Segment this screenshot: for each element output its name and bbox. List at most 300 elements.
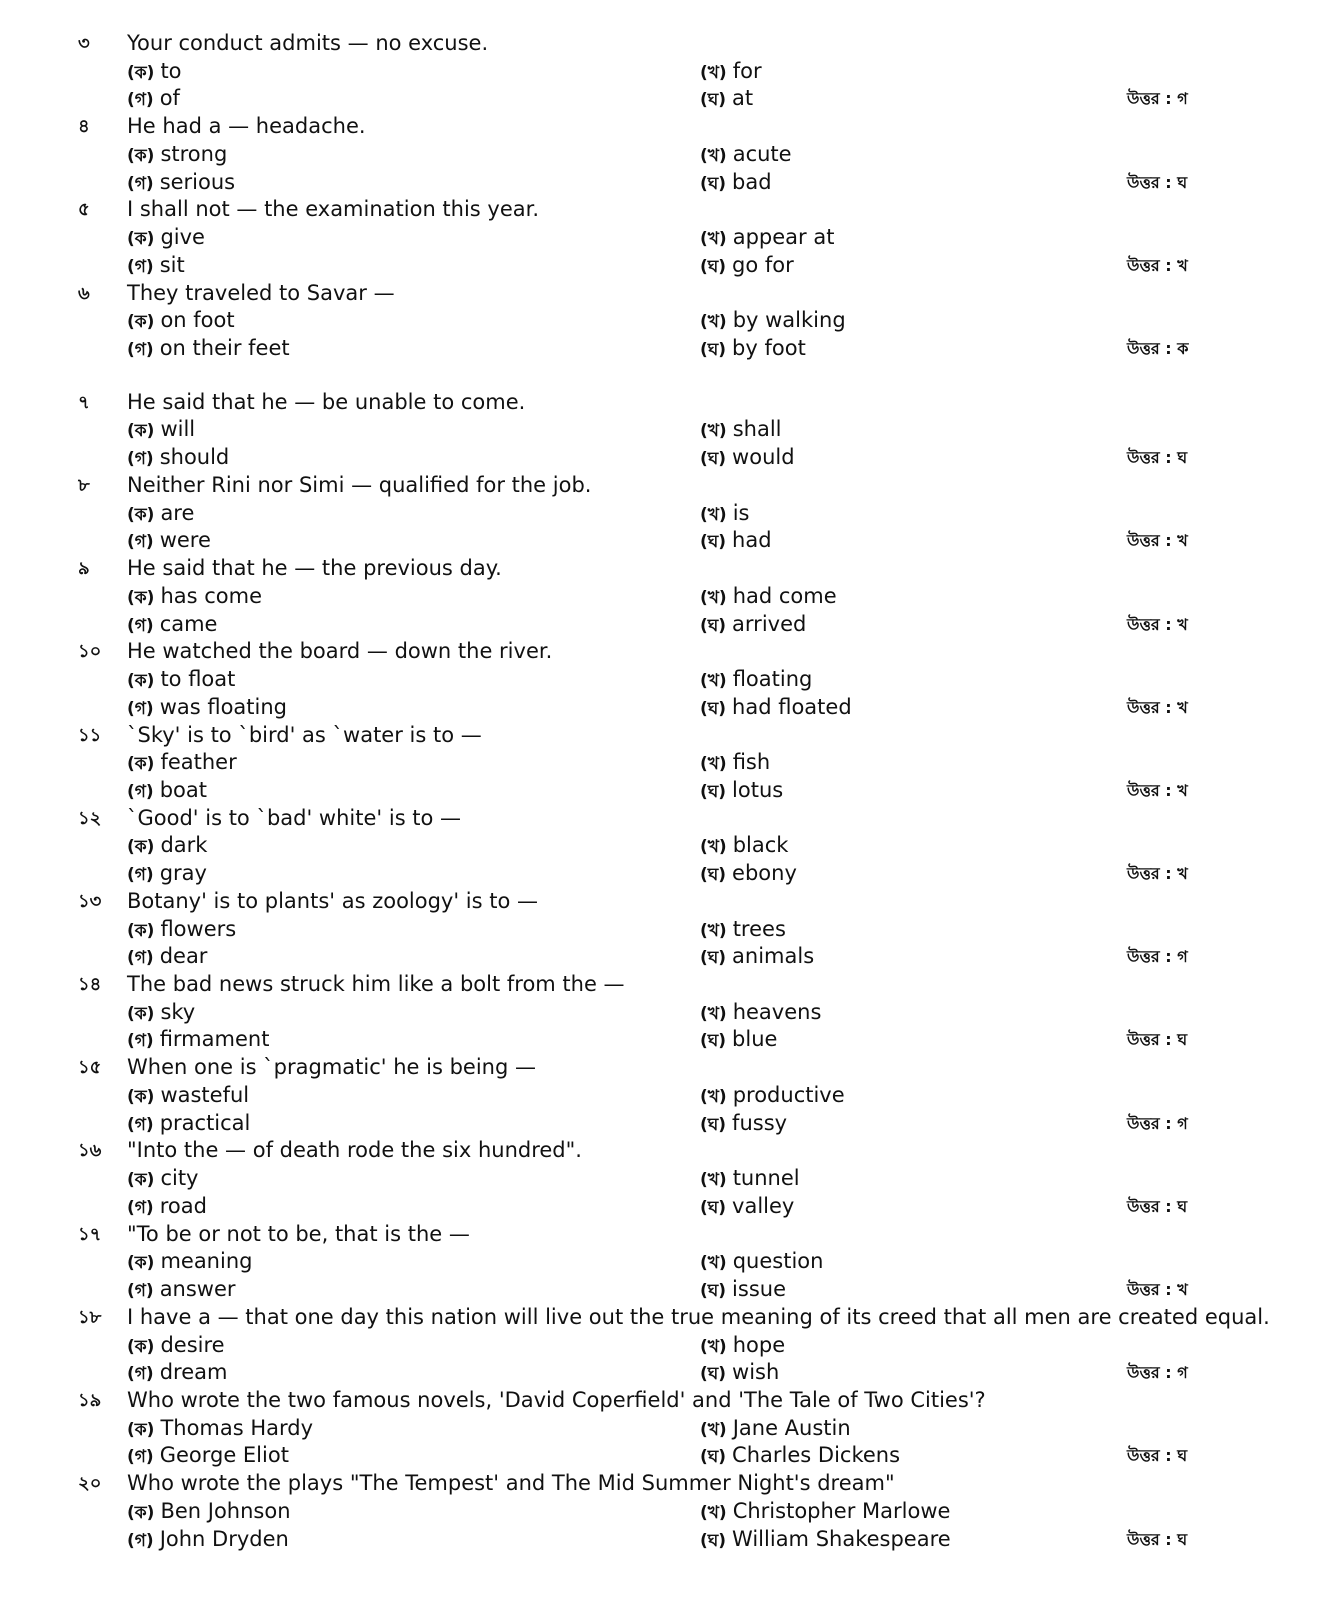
question-text: Who wrote the two famous novels, 'David Coperfield' and 'The Tale of Two Cities'? (127, 1388, 986, 1412)
question-line (0, 389, 1330, 417)
answer-value: ঘ (1177, 1196, 1188, 1216)
option-marker-ga: (গ) (127, 865, 154, 886)
option-gha (700, 860, 797, 890)
option-gha (700, 1359, 779, 1389)
option-marker-kha: (খ) (700, 920, 727, 941)
option-text-ga: answer (159, 1277, 236, 1302)
option-text-kha: hope (732, 1332, 786, 1357)
option-text-kha: is (732, 500, 750, 525)
options-row-1 (0, 58, 1330, 86)
options-row-2 (0, 169, 1330, 197)
question-block (0, 1054, 1330, 1137)
options-row-1 (0, 666, 1330, 694)
option-text-ka: sky (160, 999, 196, 1024)
option-ga (127, 943, 207, 973)
option-marker-gha: (ঘ) (700, 865, 727, 886)
answer-prefix: উত্তর : (1127, 1446, 1178, 1466)
option-ka (127, 1498, 291, 1528)
answer-value: খ (1177, 697, 1188, 717)
option-ka (127, 1248, 252, 1278)
option-text-kha: black (732, 833, 789, 858)
option-text-ka: are (160, 500, 195, 525)
options-row-2 (0, 1526, 1330, 1554)
option-marker-ga: (গ) (127, 173, 154, 194)
options-row-2 (0, 1359, 1330, 1387)
option-ga (127, 85, 180, 115)
question-text: `Sky' is to `bird' as `water is to — (127, 722, 482, 747)
answer-label (1127, 527, 1188, 555)
option-kha (700, 999, 821, 1029)
answer-prefix: উত্তর : (1127, 697, 1178, 717)
option-ga (127, 777, 207, 807)
answer-value: গ (1177, 89, 1188, 109)
option-gha (700, 943, 814, 973)
answer-label (1127, 1359, 1188, 1387)
options-row-2 (0, 444, 1330, 472)
answer-prefix: উত্তর : (1127, 89, 1178, 109)
options-row-2 (0, 85, 1330, 113)
answer-label (1127, 1276, 1188, 1304)
options-row-1 (0, 1082, 1330, 1110)
answer-value: ঘ (1177, 172, 1188, 192)
option-ga (127, 1526, 289, 1556)
option-text-ka: Ben Johnson (160, 1498, 291, 1523)
option-ga (127, 444, 229, 474)
option-marker-kha: (খ) (700, 145, 727, 166)
option-marker-ka: (ক) (127, 587, 155, 608)
option-gha (700, 169, 772, 199)
option-text-ga: should (159, 445, 230, 470)
option-ga (127, 169, 235, 199)
option-marker-ka: (ক) (127, 1502, 155, 1523)
options-row-1 (0, 999, 1330, 1027)
option-ga (127, 611, 217, 641)
options-row-2 (0, 1026, 1330, 1054)
option-text-ka: wasteful (160, 1082, 250, 1107)
option-kha (700, 307, 846, 337)
option-marker-ka: (ক) (127, 1003, 155, 1024)
option-text-ka: meaning (160, 1249, 253, 1274)
options-row-1 (0, 1165, 1330, 1193)
options-row-2 (0, 335, 1330, 363)
option-text-ka: to (160, 58, 182, 83)
question-number: ১৬ (78, 1140, 102, 1162)
question-text: I have a — that one day this nation will live out the true meaning of its creed that all men are created equal. (127, 1304, 1270, 1329)
option-marker-ga: (গ) (127, 90, 154, 111)
answer-prefix: উত্তর : (1127, 1363, 1178, 1383)
option-text-ka: city (160, 1166, 199, 1191)
option-marker-ka: (ক) (127, 920, 155, 941)
option-text-ga: on their feet (159, 335, 290, 360)
option-text-kha: tunnel (732, 1166, 800, 1191)
option-text-ga: dear (159, 944, 208, 969)
question-number: ১৯ (78, 1390, 102, 1411)
question-line (0, 1221, 1330, 1249)
question-text: "To be or not to be, that is the — (127, 1221, 470, 1246)
option-marker-ka: (ক) (127, 1336, 155, 1357)
option-ka (127, 583, 262, 613)
option-text-ga: John Dryden (159, 1526, 289, 1551)
question-block (0, 1387, 1330, 1470)
option-marker-gha: (ঘ) (700, 449, 727, 470)
option-ka (127, 832, 207, 862)
question-line (0, 1137, 1330, 1165)
question-line (0, 722, 1330, 750)
option-gha (700, 444, 795, 474)
option-marker-gha: (ঘ) (700, 1197, 727, 1218)
option-text-gha: Charles Dickens (732, 1443, 901, 1468)
option-text-gha: would (732, 445, 795, 470)
option-marker-ga: (গ) (127, 1530, 154, 1551)
option-marker-ka: (ক) (127, 837, 155, 858)
option-text-gha: valley (732, 1193, 795, 1218)
answer-prefix: উত্তর : (1127, 338, 1178, 358)
option-text-ga: road (159, 1193, 207, 1218)
option-marker-ka: (ক) (127, 504, 155, 525)
option-text-kha: floating (732, 667, 813, 691)
option-text-ka: to float (160, 667, 236, 691)
question-block (0, 30, 1330, 113)
option-text-ka: feather (160, 750, 237, 775)
option-marker-gha: (ঘ) (700, 339, 727, 360)
option-text-kha: heavens (732, 999, 822, 1024)
question-number: ৭ (78, 391, 90, 413)
answer-label (1127, 1526, 1187, 1554)
option-text-ga: were (159, 528, 211, 553)
question-line (0, 888, 1330, 916)
option-marker-ka: (ক) (127, 1253, 155, 1274)
option-text-ka: dark (160, 833, 208, 858)
question-text: Who wrote the plays "The Tempest' and The Mid Summer Night's dream" (127, 1471, 895, 1496)
answer-label (1127, 1193, 1187, 1221)
options-row-1 (0, 1498, 1330, 1526)
option-ga (127, 694, 287, 724)
option-gha (700, 1193, 794, 1223)
answer-value: গ (1177, 947, 1188, 967)
option-marker-gha: (ঘ) (700, 948, 727, 969)
option-gha (700, 335, 806, 365)
answer-value: খ (1177, 531, 1188, 551)
answer-label (1127, 444, 1187, 472)
option-ka (127, 749, 237, 779)
question-line (0, 1470, 1330, 1498)
option-ga (127, 1359, 227, 1389)
question-text: I shall not — the examination this year. (127, 197, 540, 222)
option-text-gha: animals (732, 944, 815, 969)
question-block (0, 722, 1330, 805)
option-gha (700, 777, 783, 807)
option-text-ka: strong (160, 141, 228, 166)
answer-value: ঘ (1177, 448, 1188, 468)
question-text: He watched the board — down the river. (127, 639, 553, 664)
option-marker-gha: (ঘ) (700, 173, 727, 194)
option-ka (127, 1082, 249, 1112)
options-row-2 (0, 860, 1330, 888)
question-block (0, 1304, 1330, 1387)
option-marker-ka: (ক) (127, 229, 155, 250)
option-ka (127, 666, 235, 696)
options-row-1 (0, 1248, 1330, 1276)
option-text-gha: at (732, 86, 754, 111)
question-number: ১০ (78, 641, 102, 663)
question-line (0, 280, 1330, 308)
option-ga (127, 1442, 289, 1472)
option-ka (127, 1165, 198, 1195)
option-kha (700, 58, 762, 88)
option-marker-ka: (ক) (127, 421, 155, 442)
options-row-1 (0, 749, 1330, 777)
option-marker-ga: (গ) (127, 1281, 154, 1302)
answer-value: খ (1177, 1280, 1188, 1300)
option-gha (700, 85, 753, 115)
question-text: When one is `pragmatic' he is being — (127, 1055, 536, 1080)
option-gha (700, 1026, 777, 1056)
question-line (0, 971, 1330, 999)
options-row-1 (0, 832, 1330, 860)
option-marker-kha: (খ) (700, 837, 727, 858)
options-row-2 (0, 611, 1330, 639)
option-marker-ka: (ক) (127, 1170, 155, 1191)
option-text-ga: came (159, 611, 218, 636)
option-gha (700, 1442, 900, 1472)
option-marker-gha: (ঘ) (700, 781, 727, 802)
option-marker-ga: (গ) (127, 948, 154, 969)
option-gha (700, 694, 852, 724)
answer-label (1127, 252, 1188, 280)
option-marker-kha: (খ) (700, 1086, 727, 1107)
option-text-ga: gray (159, 861, 207, 886)
option-kha (700, 141, 792, 171)
option-text-kha: appear at (732, 225, 835, 250)
option-marker-kha: (খ) (700, 1336, 727, 1357)
answer-value: ক (1177, 338, 1189, 358)
option-text-gha: had (732, 528, 772, 553)
option-marker-ga: (গ) (127, 532, 154, 553)
option-kha (700, 1415, 851, 1445)
option-marker-kha: (খ) (700, 1502, 727, 1523)
option-ka (127, 1332, 225, 1362)
question-number: ৬ (78, 282, 90, 304)
option-gha (700, 1110, 787, 1140)
option-text-kha: shall (732, 417, 782, 442)
question-block (0, 1470, 1330, 1553)
answer-label (1127, 85, 1188, 113)
option-kha (700, 224, 834, 254)
answer-prefix: উত্তর : (1127, 1280, 1178, 1300)
option-marker-ga: (গ) (127, 449, 154, 470)
option-text-kha: had come (732, 583, 837, 608)
option-text-kha: productive (732, 1082, 845, 1107)
question-text: They traveled to Savar — (127, 280, 395, 305)
options-row-2 (0, 1110, 1330, 1138)
option-marker-kha: (খ) (700, 421, 727, 442)
option-ka (127, 416, 195, 446)
option-kha (700, 1165, 800, 1195)
question-line (0, 113, 1330, 141)
answer-label (1127, 611, 1188, 639)
options-row-2 (0, 1193, 1330, 1221)
answer-label (1127, 169, 1187, 197)
option-kha (700, 666, 812, 696)
option-marker-kha: (খ) (700, 671, 727, 691)
options-row-1 (0, 583, 1330, 611)
option-text-kha: for (732, 58, 762, 83)
option-kha (700, 749, 770, 779)
option-text-gha: fussy (732, 1110, 788, 1135)
answer-prefix: উত্তর : (1127, 172, 1178, 192)
question-line (0, 555, 1330, 583)
question-number: ১৫ (78, 1057, 102, 1079)
option-text-gha: blue (732, 1027, 778, 1052)
option-marker-ka: (ক) (127, 145, 155, 166)
question-text: He said that he — the previous day. (127, 556, 502, 581)
answer-prefix: উত্তর : (1127, 614, 1178, 634)
question-block (0, 888, 1330, 971)
option-text-ga: dream (159, 1360, 228, 1385)
question-text: Botany' is to plants' as zoology' is to — (127, 888, 539, 913)
option-text-kha: trees (732, 916, 786, 941)
option-text-gha: go for (732, 252, 794, 277)
option-text-ka: has come (160, 583, 263, 608)
question-number: ১১ (78, 724, 102, 746)
option-marker-ga: (গ) (127, 1364, 154, 1385)
question-number: ৫ (78, 199, 90, 221)
question-block (0, 280, 1330, 363)
answer-value: গ (1177, 1363, 1188, 1383)
answer-prefix: উত্তর : (1127, 531, 1178, 551)
question-text: "Into the — of death rode the six hundred". (127, 1138, 582, 1163)
answer-label (1127, 943, 1188, 971)
option-marker-kha: (খ) (700, 1419, 727, 1440)
option-kha (700, 583, 837, 613)
options-row-1 (0, 224, 1330, 252)
option-text-kha: question (732, 1249, 824, 1274)
option-marker-ka: (ক) (127, 312, 155, 333)
answer-value: ঘ (1177, 1446, 1188, 1466)
option-gha (700, 1276, 786, 1306)
option-text-kha: by walking (732, 308, 846, 333)
option-ga (127, 335, 290, 365)
option-marker-gha: (ঘ) (700, 1530, 727, 1551)
question-line (0, 1304, 1330, 1332)
question-line (0, 196, 1330, 224)
options-row-2 (0, 694, 1330, 722)
option-ga (127, 252, 185, 282)
question-number: ১৪ (78, 974, 102, 996)
option-marker-gha: (ঘ) (700, 256, 727, 277)
answer-prefix: উত্তর : (1127, 448, 1178, 468)
option-marker-ga: (গ) (127, 781, 154, 802)
option-text-ga: was floating (159, 694, 287, 719)
answer-value: গ (1177, 1113, 1188, 1133)
option-text-ka: will (160, 417, 196, 442)
option-marker-kha: (খ) (700, 312, 727, 333)
option-marker-gha: (ঘ) (700, 1031, 727, 1052)
option-text-ka: on foot (160, 308, 235, 333)
answer-prefix: উত্তর : (1127, 780, 1178, 800)
option-text-gha: by foot (732, 335, 806, 360)
option-text-ga: practical (159, 1110, 251, 1135)
option-marker-ga: (গ) (127, 1447, 154, 1468)
option-marker-ka: (ক) (127, 62, 155, 83)
option-marker-gha: (ঘ) (700, 1114, 727, 1135)
option-gha (700, 611, 806, 641)
answer-prefix: উত্তর : (1127, 1030, 1178, 1050)
options-row-2 (0, 943, 1330, 971)
options-row-1 (0, 141, 1330, 169)
option-text-ga: George Eliot (159, 1443, 289, 1468)
question-number: ১৩ (78, 890, 102, 912)
option-marker-gha: (ঘ) (700, 698, 727, 719)
option-marker-kha: (খ) (700, 587, 727, 608)
answer-prefix: উত্তর : (1127, 1196, 1178, 1216)
option-text-gha: lotus (732, 777, 784, 802)
answer-label (1127, 1442, 1187, 1470)
question-number: ৯ (78, 558, 90, 580)
answer-prefix: উত্তর : (1127, 255, 1178, 275)
question-number: ১৮ (78, 1306, 102, 1328)
question-block (0, 1221, 1330, 1304)
question-line (0, 472, 1330, 500)
option-text-gha: William Shakespeare (732, 1526, 951, 1551)
question-block (0, 1137, 1330, 1220)
question-block (0, 971, 1330, 1054)
question-text: The bad news struck him like a bolt from the — (127, 972, 625, 997)
option-gha (700, 1526, 951, 1556)
option-text-ga: of (159, 86, 180, 111)
options-row-1 (0, 1332, 1330, 1360)
answer-label (1127, 335, 1188, 363)
answer-prefix: উত্তর : (1127, 1113, 1178, 1133)
option-marker-ga: (গ) (127, 1114, 154, 1135)
option-text-kha: Christopher Marlowe (732, 1498, 951, 1523)
options-row-1 (0, 416, 1330, 444)
option-text-ka: flowers (160, 916, 237, 941)
options-row-1 (0, 307, 1330, 335)
options-row-2 (0, 1276, 1330, 1304)
option-marker-kha: (খ) (700, 504, 727, 525)
option-ka (127, 999, 195, 1029)
option-ga (127, 860, 207, 890)
option-ga (127, 1110, 250, 1140)
option-ga (127, 1026, 269, 1056)
answer-prefix: উত্তর : (1127, 947, 1178, 967)
option-text-gha: issue (732, 1277, 786, 1302)
option-marker-kha: (খ) (700, 229, 727, 250)
question-text: He had a — headache. (127, 114, 366, 139)
option-kha (700, 832, 788, 862)
option-text-gha: bad (732, 169, 772, 194)
option-marker-ga: (গ) (127, 1031, 154, 1052)
options-row-2 (0, 1442, 1330, 1470)
options-row-2 (0, 252, 1330, 280)
option-ga (127, 1276, 236, 1306)
option-marker-gha: (ঘ) (700, 532, 727, 553)
option-kha (700, 916, 786, 946)
question-line (0, 1054, 1330, 1082)
question-number: ১৭ (78, 1223, 102, 1245)
option-kha (700, 1332, 785, 1362)
option-ka (127, 307, 235, 337)
question-line (0, 805, 1330, 833)
answer-value: ঘ (1177, 1030, 1188, 1050)
option-marker-kha: (খ) (700, 754, 727, 775)
question-number: ৮ (78, 474, 90, 496)
option-marker-gha: (ঘ) (700, 1281, 727, 1302)
option-marker-gha: (ঘ) (700, 1447, 727, 1468)
question-text: Neither Rini nor Simi — qualified for the job. (127, 472, 592, 497)
question-block (0, 555, 1330, 638)
